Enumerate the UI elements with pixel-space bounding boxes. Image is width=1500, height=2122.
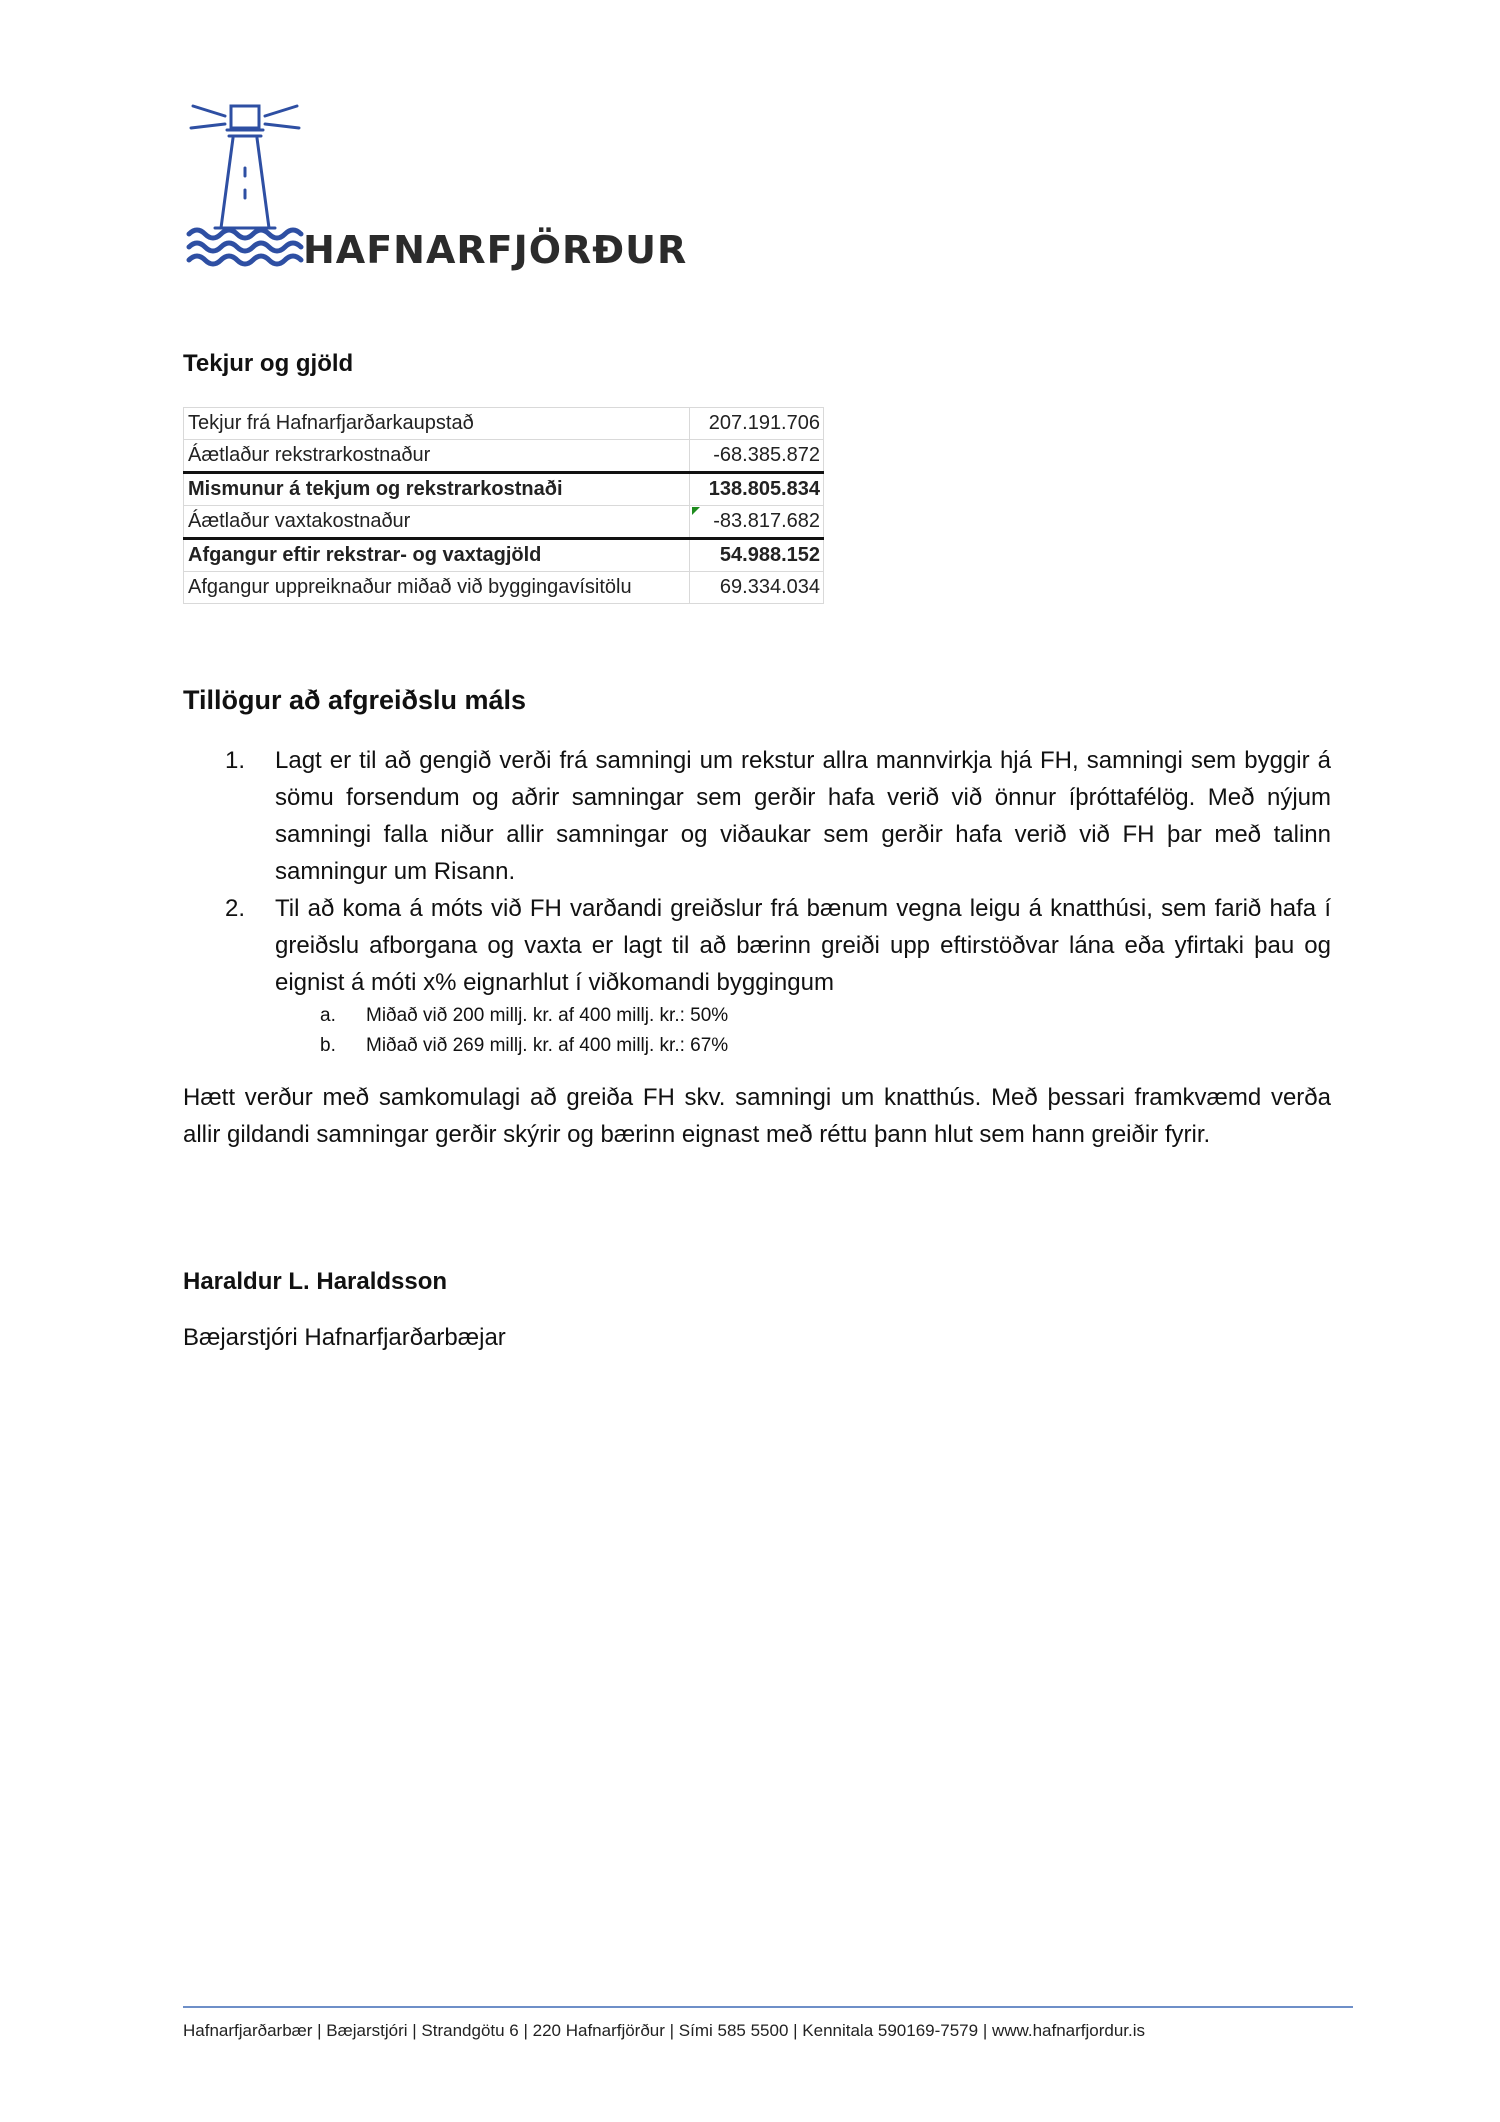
row-label: Áætlaður rekstrarkostnaður xyxy=(184,440,690,473)
logo-text: HAFNARFJÖRÐUR xyxy=(303,228,688,272)
footer: Hafnarfjarðarbær | Bæjarstjóri | Strandgötu 6 | 220 Hafnarfjörður | Sími 585 5500 | Kennitala 590169-7579 | www.hafnarfjordur.is xyxy=(183,2021,1146,2040)
logo xyxy=(185,98,688,278)
row-label: Afgangur eftir rekstrar- og vaxtagjöld xyxy=(184,539,690,572)
row-value: 207.191.706 xyxy=(690,408,824,440)
sub-list-letter: b. xyxy=(320,1035,336,1056)
list-text: Lagt er til að gengið verði frá samningi um rekstur allra mannvirkja hjá FH, samningi sem byggir á sömu forsendum og aðrir samningar sem gerðir hafa verið við önnur íþróttafélög. Með nýjum samningi falla niður allir samningar og viðaukar sem gerðir hafa verið við FH þar með talinn samningur um Risann. xyxy=(275,747,1331,885)
footer-divider xyxy=(183,2006,1353,2008)
row-value xyxy=(690,506,824,539)
table-row xyxy=(184,572,824,604)
table-row xyxy=(184,539,824,572)
row-label: Mismunur á tekjum og rekstrarkostnaði xyxy=(184,473,690,506)
row-value: 54.988.152 xyxy=(690,539,824,572)
comment-flag-icon xyxy=(692,507,700,515)
list-text: Til að koma á móts við FH varðandi greiðslur frá bænum vegna leigu á knatthúsi, sem farið hafa í greiðslu afborgana og vaxta er lagt til að bærinn greiði upp eftirstöðvar lána eða yfirtaki þau og eignist á móti x% eignarhlut í viðkomandi byggingum xyxy=(275,895,1331,996)
signature-title: Bæjarstjóri Hafnarfjarðarbæjar xyxy=(183,1324,506,1351)
row-label: Tekjur frá Hafnarfjarðarkaupstað xyxy=(184,408,690,440)
signature-name: Haraldur L. Haraldsson xyxy=(183,1268,448,1295)
sub-list-letter: a. xyxy=(320,1005,336,1026)
row-value-text: -83.817.682 xyxy=(713,510,820,532)
row-value: 138.805.834 xyxy=(690,473,824,506)
list-number: 2. xyxy=(225,895,246,922)
table-row xyxy=(184,440,824,473)
table-row xyxy=(184,408,824,440)
heading-proposals: Tillögur að afgreiðslu máls xyxy=(183,685,527,715)
row-value: -68.385.872 xyxy=(690,440,824,473)
row-label: Afgangur uppreiknaður miðað við byggingavísitölu xyxy=(184,572,690,604)
heading-income: Tekjur og gjöld xyxy=(183,350,354,377)
row-value: 69.334.034 xyxy=(690,572,824,604)
list-number: 1. xyxy=(225,747,246,774)
table-row xyxy=(184,473,824,506)
proposal-list xyxy=(225,742,1331,1061)
lighthouse-icon xyxy=(185,98,305,268)
income-table xyxy=(183,407,824,604)
sub-list-item xyxy=(225,1001,1331,1031)
row-label: Áætlaður vaxtakostnaður xyxy=(184,506,690,539)
sub-list-text: Miðað við 200 millj. kr. af 400 millj. kr.: 50% xyxy=(366,1005,729,1026)
table-row xyxy=(184,506,824,539)
closing-paragraph: Hætt verður með samkomulagi að greiða FH skv. samningi um knatthús. Með þessari framkvæmd verða allir gildandi samningar gerðir skýrir og bærinn eignast með réttu þann hlut sem hann greiðir fyrir. xyxy=(183,1084,1331,1148)
list-item xyxy=(225,890,1331,1001)
sub-list-item xyxy=(225,1031,1331,1061)
list-item xyxy=(225,742,1331,890)
sub-list-text: Miðað við 269 millj. kr. af 400 millj. kr.: 67% xyxy=(366,1035,729,1056)
